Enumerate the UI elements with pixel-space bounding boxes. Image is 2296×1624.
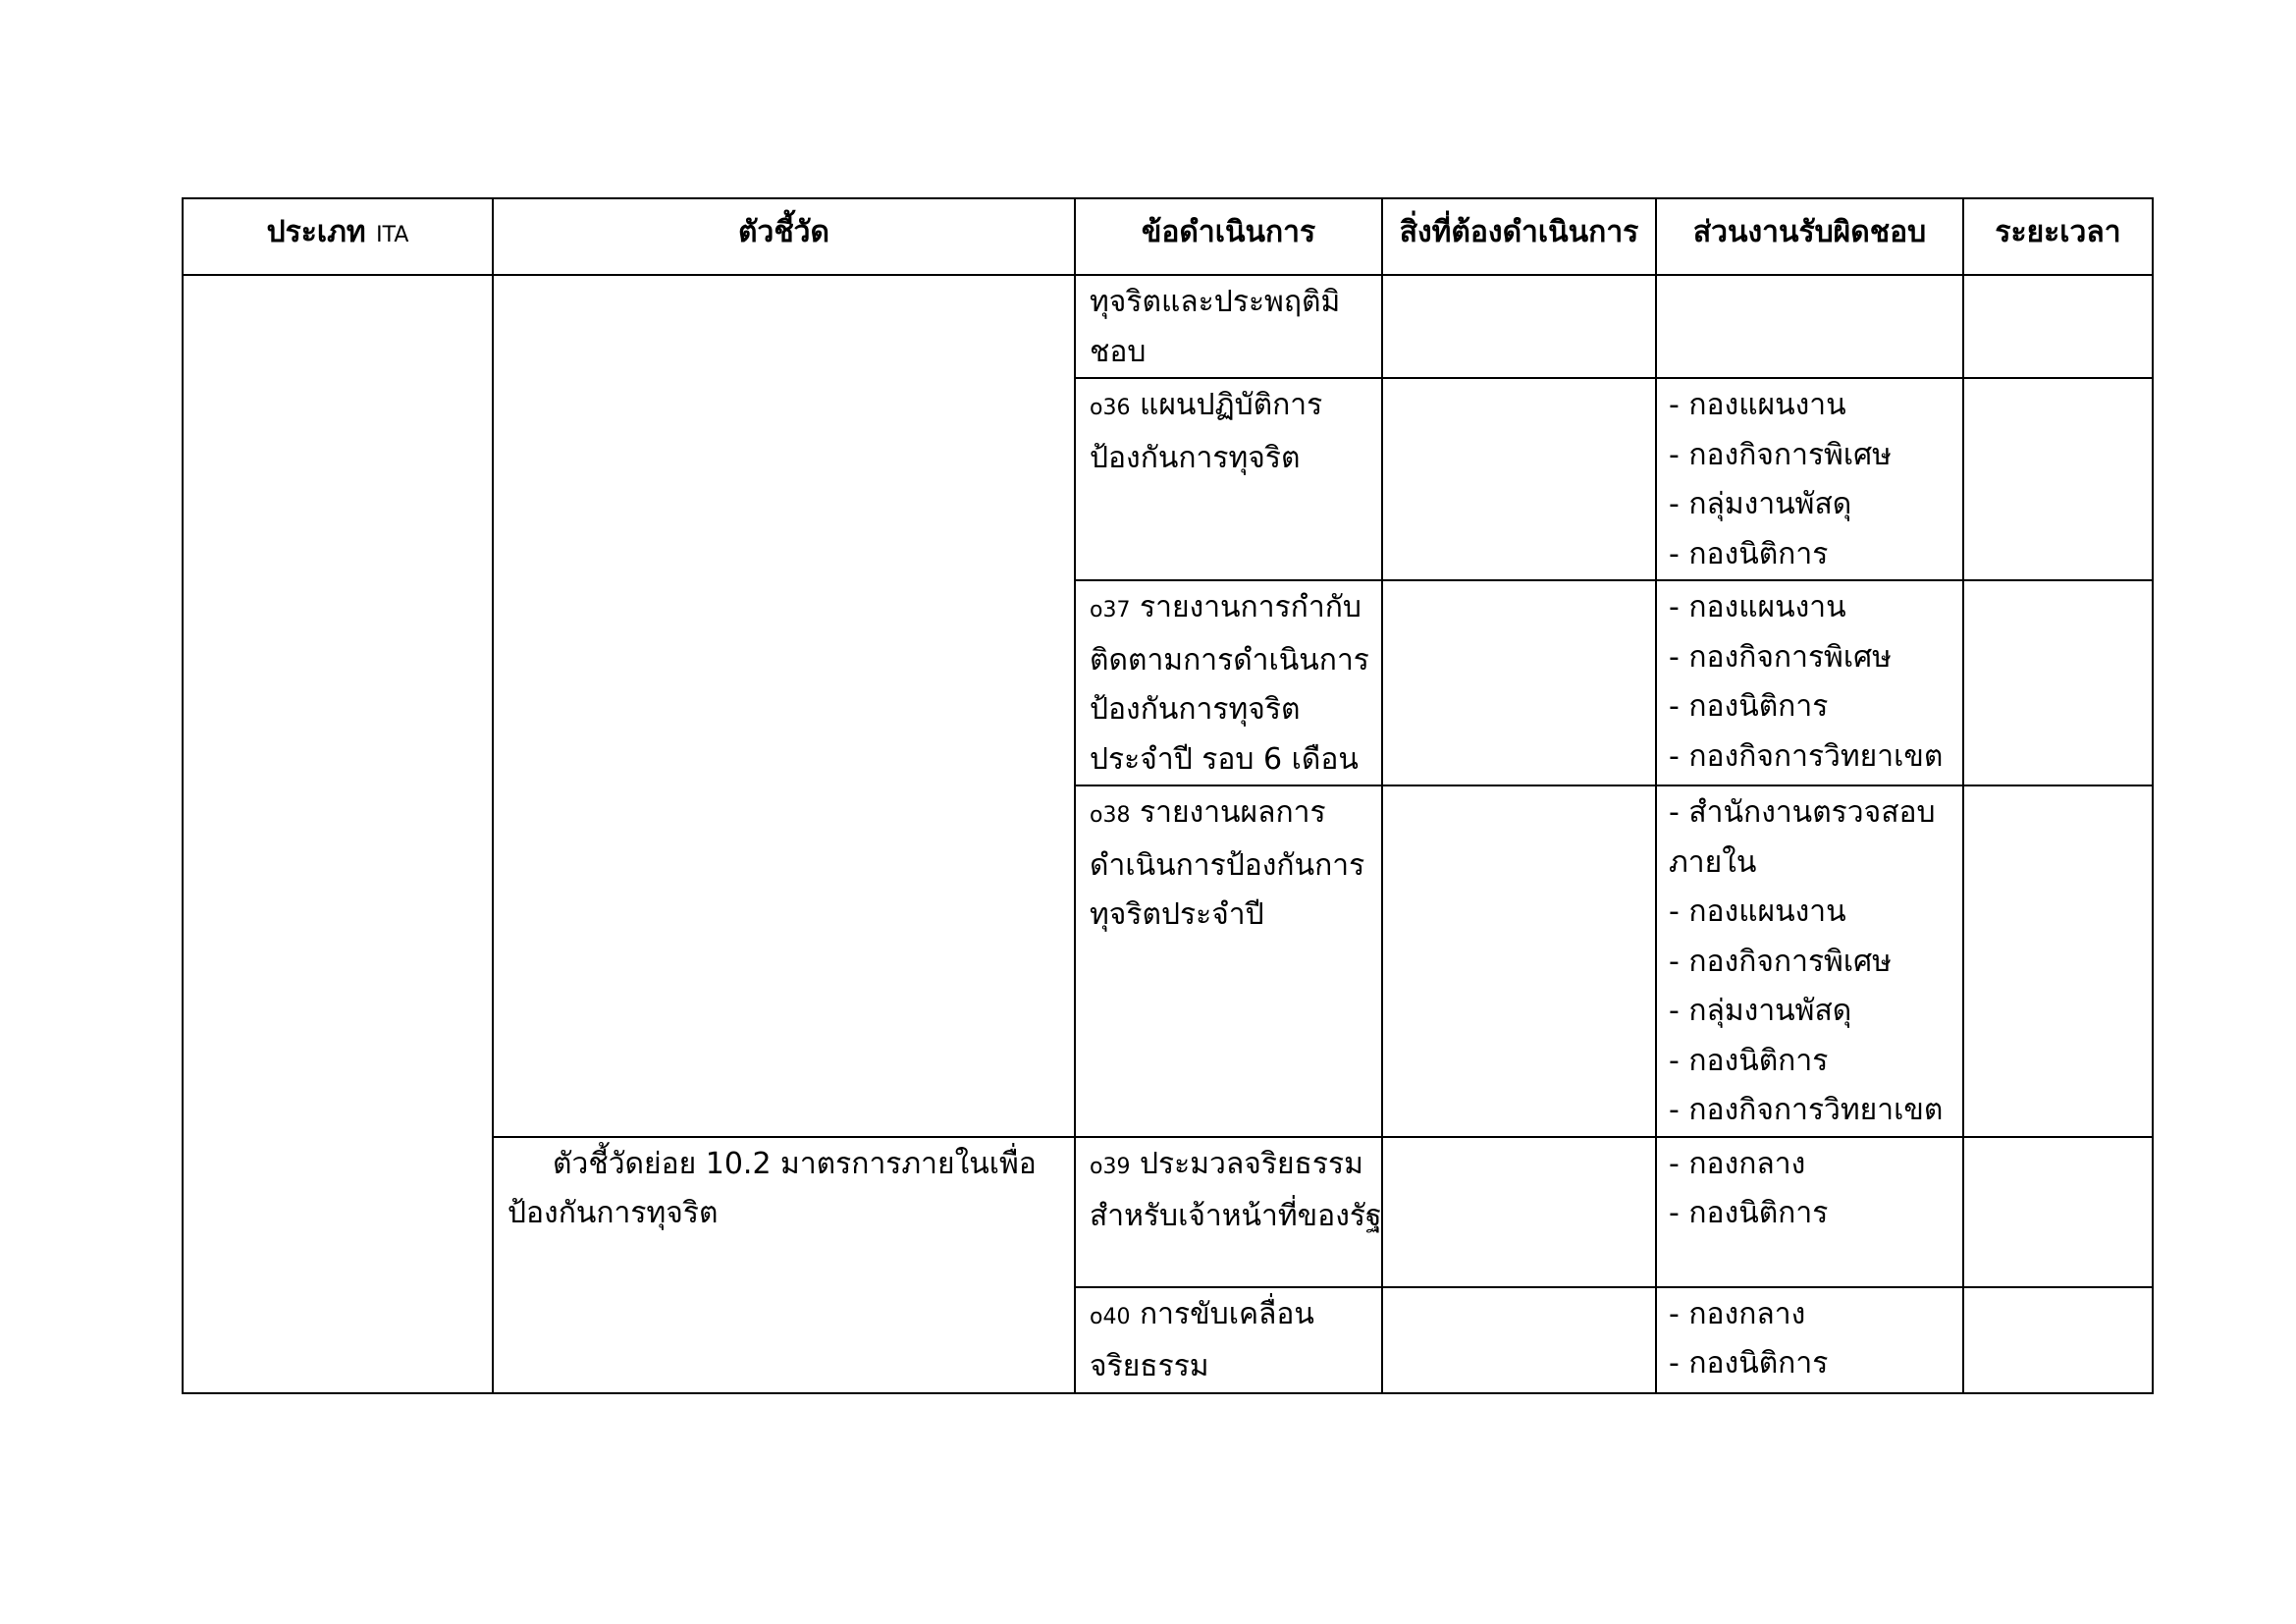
duration-cell <box>1963 275 2153 378</box>
responsible-unit: - กองกิจการพิเศษ <box>1669 639 1892 675</box>
action-line: ป้องกันการทุจริต <box>1090 440 1301 475</box>
item-code: o37 <box>1090 598 1131 623</box>
action-line: ดำเนินการป้องกันการ <box>1090 847 1365 883</box>
action-line: จริยธรรม <box>1090 1349 1209 1383</box>
responsible-cell <box>1656 1137 1963 1287</box>
responsible-unit: - กองนิติการ <box>1669 1346 1829 1380</box>
indicator-cell <box>493 275 1075 1137</box>
duration-cell <box>1963 1137 2153 1287</box>
responsible-unit: - กองนิติการ <box>1669 536 1829 571</box>
responsible-unit: - กลุ่มงานพัสดุ <box>1669 487 1852 521</box>
todo-cell <box>1382 1137 1656 1287</box>
responsible-cell <box>1656 275 1963 378</box>
action-cell <box>1075 580 1382 785</box>
duration-cell <box>1963 580 2153 785</box>
duration-cell <box>1963 785 2153 1137</box>
item-code: o36 <box>1090 396 1131 420</box>
table-header-row <box>183 198 2153 275</box>
responsible-unit: - กองกิจการวิทยาเขต <box>1669 738 1944 774</box>
header-action: ข้อดำเนินการ <box>1075 198 1382 275</box>
responsible-unit: - กองกิจการพิเศษ <box>1669 944 1892 979</box>
responsible-cell <box>1656 785 1963 1137</box>
action-line: ป้องกันการทุจริต <box>1090 692 1301 727</box>
sub-indicator-line: ป้องกันการทุจริต <box>507 1196 719 1230</box>
responsible-unit: - กองกิจการวิทยาเขต <box>1669 1093 1944 1127</box>
duration-cell <box>1963 1287 2153 1393</box>
action-cell <box>1075 1287 1382 1393</box>
responsible-unit: - กองกลาง <box>1669 1146 1806 1181</box>
action-line: ติดตามการดำเนินการ <box>1090 642 1369 677</box>
responsible-unit: - กองกลาง <box>1669 1296 1806 1331</box>
header-indicator: ตัวชี้วัด <box>493 198 1075 275</box>
responsible-unit: - กองนิติการ <box>1669 1196 1829 1230</box>
action-cell <box>1075 275 1382 378</box>
responsible-cell <box>1656 580 1963 785</box>
action-line: แผนปฏิบัติการ <box>1140 388 1323 422</box>
action-cell <box>1075 785 1382 1137</box>
todo-cell <box>1382 275 1656 378</box>
todo-cell <box>1382 785 1656 1137</box>
action-cell <box>1075 378 1382 580</box>
action-line: การขับเคลื่อน <box>1140 1296 1314 1331</box>
todo-cell <box>1382 580 1656 785</box>
sub-indicator-cell <box>493 1137 1075 1393</box>
responsible-unit: - สำนักงานตรวจสอบ <box>1669 795 1936 830</box>
responsible-unit: - กองแผนงาน <box>1669 894 1846 929</box>
header-ita-badge: ITA <box>376 223 409 247</box>
header-ita-type <box>183 198 493 275</box>
responsible-unit: ภายใน <box>1669 844 1757 880</box>
sub-indicator-line: ตัวชี้วัดย่อย 10.2 มาตรการภายในเพื่อ <box>553 1146 1037 1181</box>
action-line: รายงานการกำกับ <box>1140 590 1362 624</box>
item-code: o40 <box>1090 1304 1131 1329</box>
header-todo: สิ่งที่ต้องดำเนินการ <box>1382 198 1656 275</box>
responsible-unit: - กองกิจการพิเศษ <box>1669 437 1892 472</box>
responsible-unit: - กลุ่มงานพัสดุ <box>1669 994 1852 1028</box>
header-responsible: ส่วนงานรับผิดชอบ <box>1656 198 1963 275</box>
responsible-unit: - กองแผนงาน <box>1669 388 1846 422</box>
action-line: รายงานผลการ <box>1140 795 1326 830</box>
responsible-unit: - กองแผนงาน <box>1669 590 1846 624</box>
todo-cell <box>1382 378 1656 580</box>
item-code: o39 <box>1090 1154 1131 1179</box>
ita-table <box>182 197 2154 1394</box>
action-cell <box>1075 1137 1382 1287</box>
header-duration: ระยะเวลา <box>1963 198 2153 275</box>
item-code: o38 <box>1090 803 1131 828</box>
responsible-cell <box>1656 378 1963 580</box>
action-line: ทุจริตและประพฤติมิ <box>1090 285 1341 319</box>
responsible-unit: - กองนิติการ <box>1669 689 1829 724</box>
action-line: ประมวลจริยธรรม <box>1140 1146 1363 1181</box>
todo-cell <box>1382 1287 1656 1393</box>
responsible-cell <box>1656 1287 1963 1393</box>
action-line: ประจำปี รอบ 6 เดือน <box>1090 741 1359 777</box>
header-ita-type-label: ประเภท <box>266 215 366 249</box>
ita-type-cell <box>183 275 493 1393</box>
action-line: ชอบ <box>1090 334 1147 369</box>
responsible-unit: - กองนิติการ <box>1669 1043 1829 1078</box>
action-line: สำหรับเจ้าหน้าที่ของรัฐ <box>1090 1199 1382 1233</box>
duration-cell <box>1963 378 2153 580</box>
table-row <box>183 275 2153 378</box>
action-line: ทุจริตประจำปี <box>1090 897 1264 932</box>
